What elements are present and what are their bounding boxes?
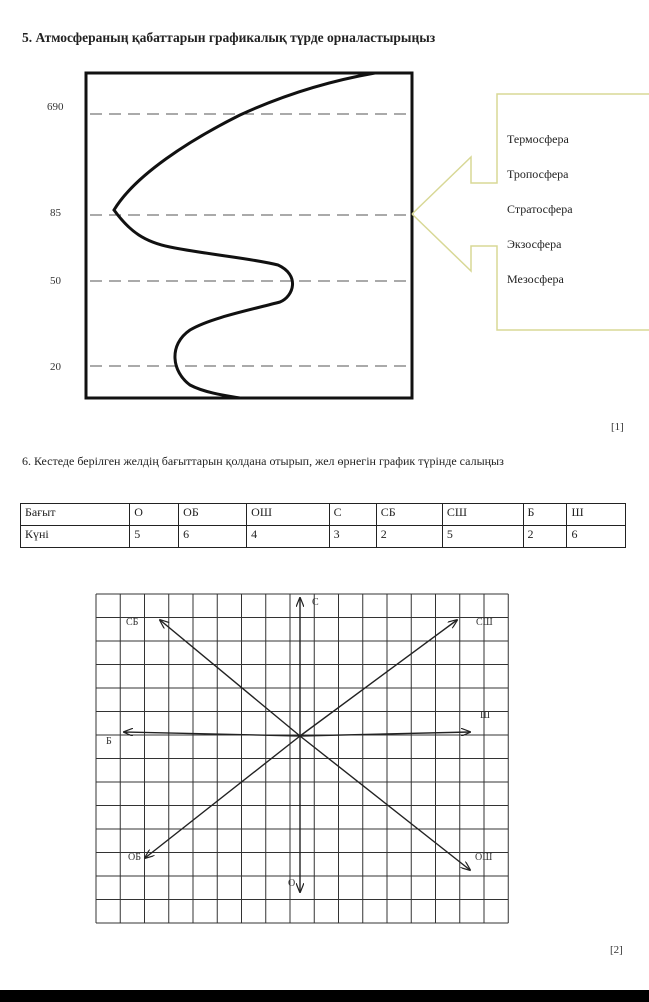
table-cell: 2: [523, 526, 567, 548]
arrow-northeast: [300, 620, 457, 736]
altitude-label-20: 20: [50, 361, 61, 373]
table-cell: 6: [567, 526, 626, 548]
layer-option-troposphere: Тропосфера: [507, 167, 569, 181]
layer-option-stratosphere: Стратосфера: [507, 202, 573, 216]
table-cell: ОБ: [179, 504, 247, 526]
table-cell: О: [130, 504, 179, 526]
question-6-title: 6. Кестеде берілген желдің бағыттарын қолдана отырып, жел өрнегін график түрінде салыңыз: [22, 454, 504, 468]
compass-label-northwest: СБ: [126, 617, 139, 628]
altitude-label-690: 690: [47, 101, 64, 113]
question-6-score: [2]: [610, 944, 623, 956]
altitude-label-85: 85: [50, 207, 61, 219]
grid-lines: [96, 594, 508, 923]
table-cell: СБ: [376, 504, 442, 526]
table-cell: 5: [442, 526, 523, 548]
layer-option-thermosphere: Термосфера: [507, 132, 569, 146]
compass-label-west: Б: [106, 736, 112, 747]
table-cell: 3: [329, 526, 376, 548]
layer-option-exosphere: Экзосфера: [507, 237, 562, 251]
compass-label-east: Ш: [480, 710, 491, 721]
compass-label-southwest: ОБ: [128, 852, 141, 863]
table-cell: 5: [130, 526, 179, 548]
table-cell: Б: [523, 504, 567, 526]
arrow-northwest: [160, 620, 300, 736]
question-5-title: 5. Атмосфераның қабаттарын графикалық түрде орналастырыңыз: [22, 30, 436, 45]
compass-label-southeast: ОШ: [475, 852, 493, 863]
layer-option-mesosphere: Мезосфера: [507, 272, 564, 286]
table-cell: Ш: [567, 504, 626, 526]
table-header-direction: Бағыт: [21, 504, 130, 526]
compass-label-south: О: [288, 878, 296, 889]
altitude-label-50: 50: [50, 275, 61, 287]
compass-label-north: С: [312, 597, 319, 608]
table-cell: 2: [376, 526, 442, 548]
compass-label-northeast: СШ: [476, 617, 493, 628]
table-cell: СШ: [442, 504, 523, 526]
question-5-score: [1]: [611, 421, 624, 433]
arrow-southeast: [300, 736, 470, 870]
table-cell: ОШ: [247, 504, 329, 526]
bottom-black-bar: [0, 990, 649, 1002]
table-header-days: Күні: [21, 526, 130, 548]
table-cell: 4: [247, 526, 329, 548]
table-cell: 6: [179, 526, 247, 548]
table-cell: С: [329, 504, 376, 526]
